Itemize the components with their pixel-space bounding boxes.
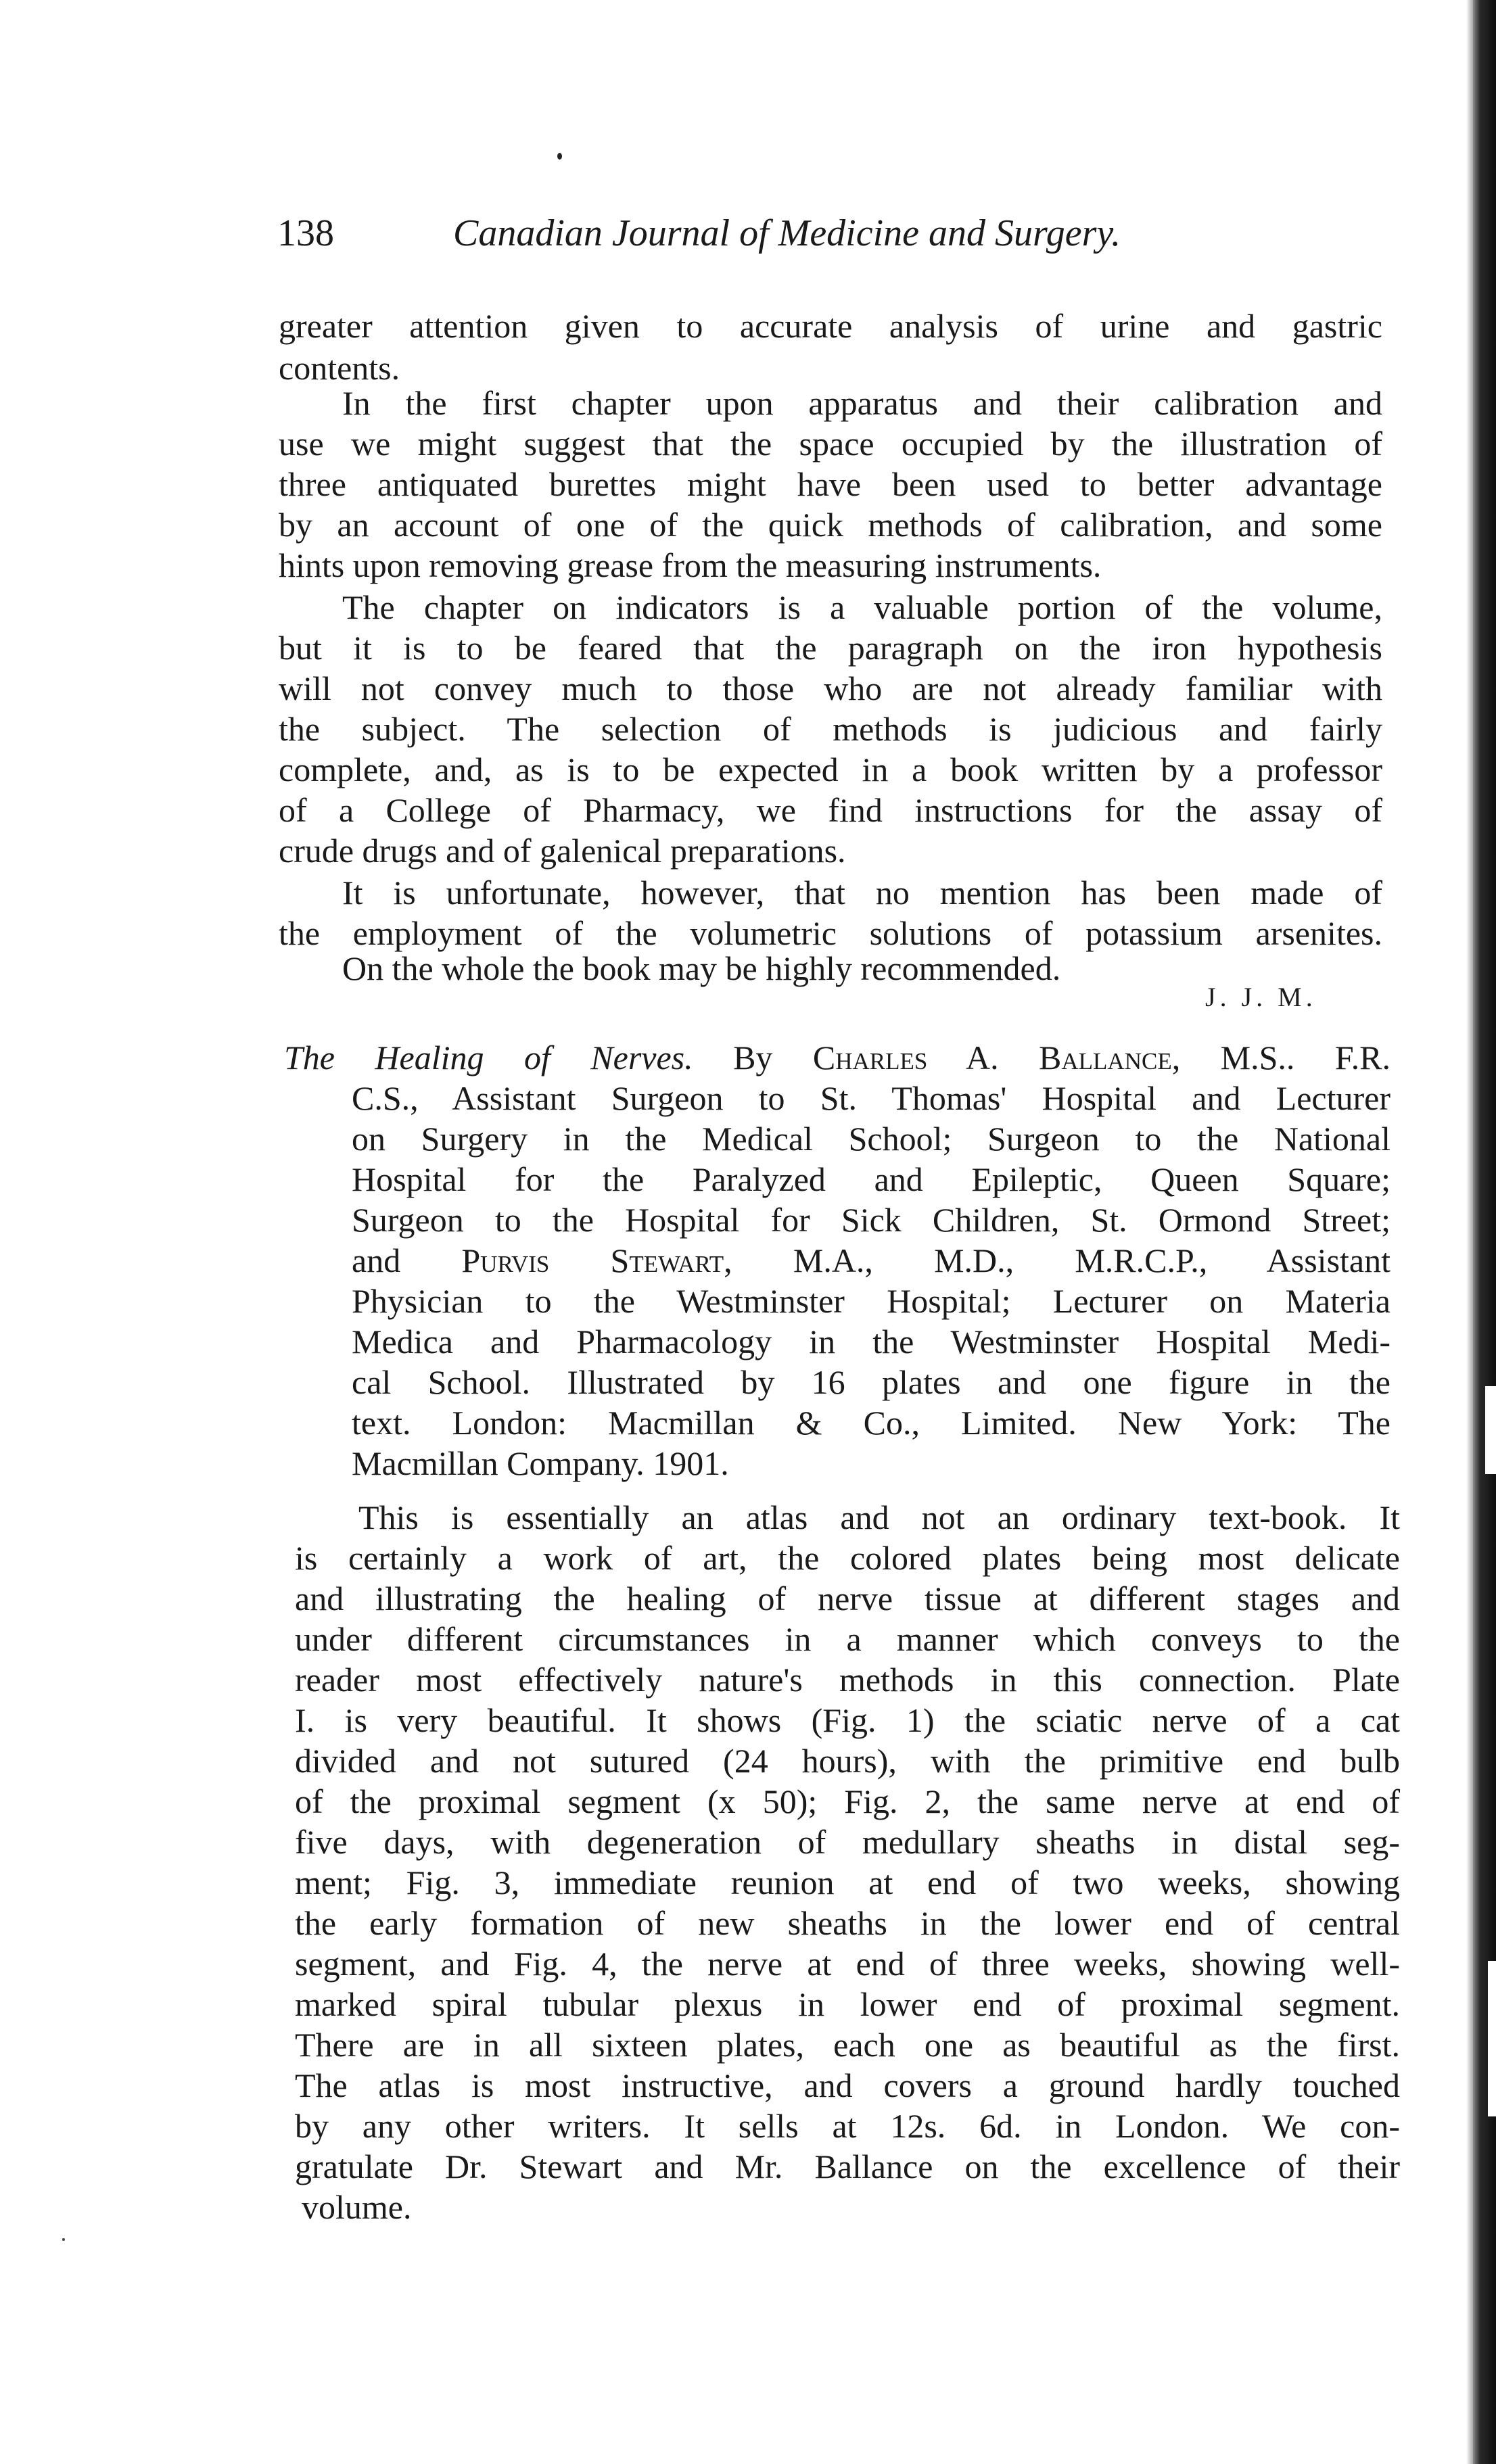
text-line: volume. [302, 2188, 412, 2226]
citation-line: Macmillan Company. 1901. [352, 1444, 729, 1482]
by-word: By [733, 1039, 773, 1076]
text-line: by an account of one of the quick methods of calibration, and some [279, 506, 1382, 544]
text-line: ment; Fig. 3, immediate reunion at end of two weeks, showing [295, 1864, 1400, 1901]
text-line: This is essentially an atlas and not an ordinary text-book. It [358, 1498, 1400, 1536]
book-title: The Healing of Nerves. [284, 1039, 693, 1076]
binding-shadow [1466, 0, 1473, 2464]
text-line: use we might suggest that the space occupied by the illustration of [279, 425, 1382, 463]
ink-speck [62, 2238, 65, 2241]
text-line: under different circumstances in a manner which conveys to the [295, 1620, 1400, 1658]
text-line: will not convey much to those who are not already familiar with [279, 669, 1382, 707]
text-line: of a College of Pharmacy, we find instructions for the assay of [279, 791, 1382, 829]
citation-line: C.S., Assistant Surgeon to St. Thomas' Hospital and Lecturer [352, 1079, 1390, 1117]
author-credentials: M.S.. F.R. [1220, 1039, 1391, 1076]
citation-line: Hospital for the Paralyzed and Epileptic, Queen Square; [352, 1160, 1390, 1198]
text-line: The chapter on indicators is a valuable portion of the volume, [342, 588, 1382, 626]
text-line: I. is very beautiful. It shows (Fig. 1) the sciatic nerve of a cat [295, 1701, 1400, 1739]
text-line: the subject. The selection of methods is judicious and fairly [279, 710, 1382, 748]
citation-line: on Surgery in the Medical School; Surgeon to the National [352, 1120, 1390, 1158]
ink-speck [557, 153, 562, 160]
text-line: of the proximal segment (x 50); Fig. 2, the same nerve at end of [295, 1782, 1400, 1820]
text-line: five days, with degeneration of medullary sheaths in distal seg- [295, 1823, 1400, 1861]
text-line: segment, and Fig. 4, the nerve at end of three weeks, showing well- [295, 1945, 1400, 1983]
citation-line: cal School. Illustrated by 16 plates and one figure in the [352, 1363, 1390, 1401]
text-line: the employment of the volumetric solutions of potassium arsenites. [279, 914, 1382, 952]
citation-line: Physician to the Westminster Hospital; Lecturer on Materia [352, 1282, 1390, 1320]
text-line: greater attention given to accurate analysis of urine and gastric [279, 307, 1382, 345]
text-line: gratulate Dr. Stewart and Mr. Ballance on the excellence of their [295, 2148, 1400, 2185]
text-line: but it is to be feared that the paragraph on the iron hypothesis [279, 629, 1382, 667]
citation-line [352, 1240, 1390, 1281]
text-line: reader most effectively nature's methods in this connection. Plate [295, 1661, 1400, 1699]
text-line: and illustrating the healing of nerve tissue at different stages and [295, 1580, 1400, 1617]
citation-line: Medica and Pharmacology in the Westminster Hospital Medi- [352, 1323, 1390, 1360]
text-line: three antiquated burettes might have been used to better advantage [279, 465, 1382, 503]
text-line: marked spiral tubular plexus in lower end of proximal segment. [295, 1985, 1400, 2023]
text-line: complete, and, as is to be expected in a book written by a professor [279, 751, 1382, 788]
text-line: It is unfortunate, however, that no mention has been made of [342, 874, 1382, 911]
author-name: Purvis Stewart, [461, 1241, 732, 1279]
text-line: crude drugs and of galenical preparations. [279, 832, 846, 870]
author-name: Charles A. Ballance, [812, 1039, 1181, 1076]
text-line: the early formation of new sheaths in the lower end of central [295, 1904, 1400, 1942]
page-number: 138 [277, 212, 334, 254]
edge-notch [1488, 1961, 1496, 2116]
reviewer-initials: J. J. M. [1205, 982, 1317, 1012]
running-title: Canadian Journal of Medicine and Surgery. [453, 212, 1121, 254]
text-line: is certainly a work of art, the colored plates being most delicate [295, 1539, 1400, 1577]
author-credentials: M.A., M.D., M.R.C.P., Assistant [793, 1241, 1390, 1279]
text-line: In the first chapter upon apparatus and their calibration and [342, 384, 1382, 422]
text-line: On the whole the book may be highly recommended. [342, 949, 1061, 987]
page-header [277, 210, 1211, 257]
text-line: contents. [279, 349, 400, 387]
text-line: hints upon removing grease from the measuring instruments. [279, 546, 1102, 584]
citation-line: Surgeon to the Hospital for Sick Children, St. Ormond Street; [352, 1201, 1390, 1239]
text-line: There are in all sixteen plates, each one as beautiful as the first. [295, 2026, 1400, 2064]
edge-notch [1485, 1386, 1496, 1474]
text-line: The atlas is most instructive, and covers a ground hardly touched [295, 2066, 1400, 2104]
citation-line: text. London: Macmillan & Co., Limited. New York: The [352, 1404, 1390, 1442]
citation-first-line [284, 1037, 1390, 1078]
text-line: by any other writers. It sells at 12s. 6d. in London. We con- [295, 2107, 1400, 2145]
and-word: and [352, 1241, 401, 1279]
text-line: divided and not sutured (24 hours), with the primitive end bulb [295, 1742, 1400, 1780]
